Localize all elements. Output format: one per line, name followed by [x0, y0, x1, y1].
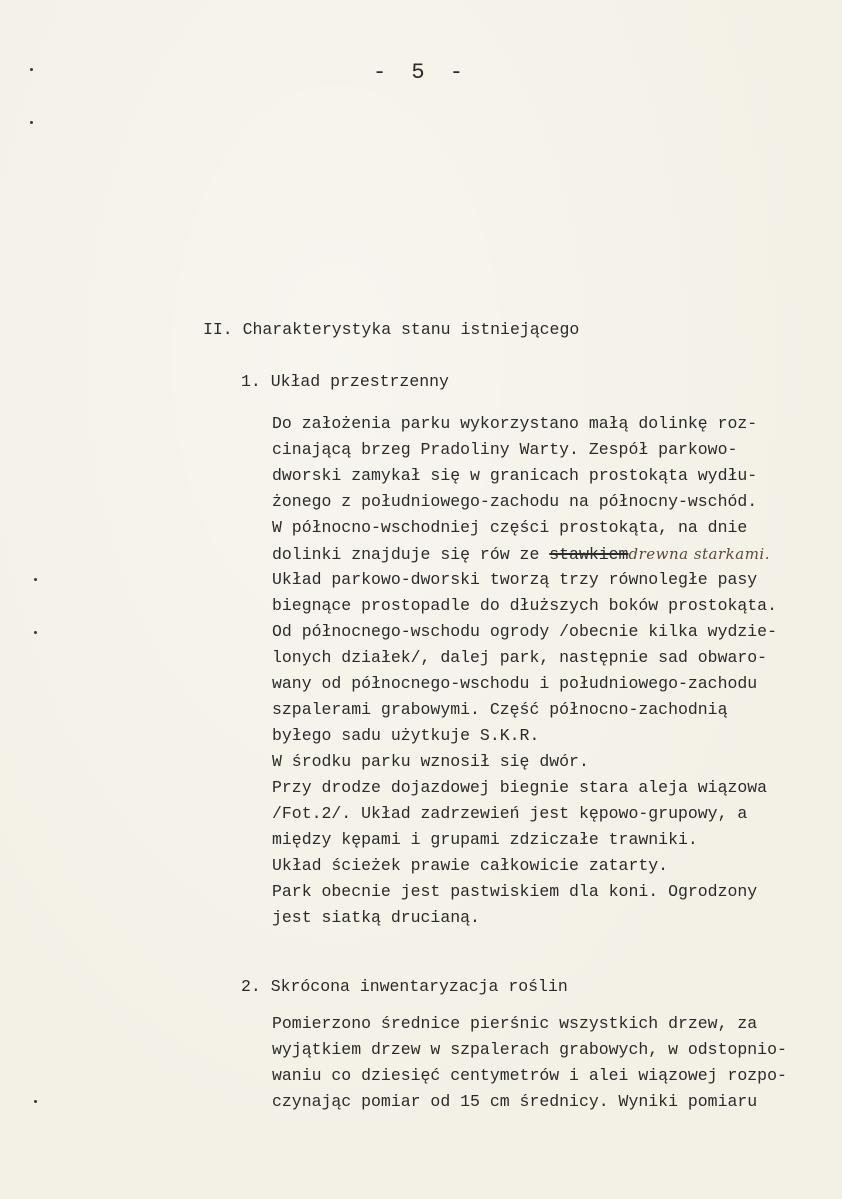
text-line: żonego z południowego-zachodu na północny-wschód.	[272, 492, 758, 511]
text-line: cinającą brzeg Pradoliny Warty. Zespół parkowo-	[272, 440, 738, 459]
text-line: Park obecnie jest pastwiskiem dla koni. Ogrodzony	[272, 882, 758, 901]
typed-text: dolinki znajduje się rów ze	[272, 545, 550, 564]
subsection-heading-inventory: 2. Skrócona inwentaryzacja roślin	[241, 977, 568, 996]
margin-speck	[34, 578, 37, 581]
text-line: Od północnego-wschodu ogrody /obecnie kilka wydzie-	[272, 622, 777, 641]
section-heading: II. Charakterystyka stanu istniejącego	[203, 320, 580, 339]
handwritten-correction: drewna starkami.	[628, 545, 770, 563]
text-line: Do założenia parku wykorzystano małą dolinkę roz-	[272, 414, 758, 433]
paragraph-inventory	[272, 1011, 787, 1115]
text-line: /Fot.2/. Układ zadrzewień jest kępowo-grupowy, a	[272, 804, 748, 823]
struck-text: stawkiem	[549, 545, 629, 564]
text-line: Pomierzono średnice pierśnic wszystkich drzew, za	[272, 1014, 758, 1033]
margin-speck	[34, 631, 37, 634]
text-line: między kępami i grupami zdziczałe trawniki.	[272, 830, 698, 849]
margin-speck	[30, 121, 33, 124]
text-line: dworski zamykał się w granicach prostokąta wydłu-	[272, 466, 758, 485]
text-line: W środku parku wznosił się dwór.	[272, 752, 589, 771]
text-line: biegnące prostopadle do dłuższych boków prostokąta.	[272, 596, 777, 615]
text-line: wany od północnego-wschodu i południowego-zachodu	[272, 674, 758, 693]
text-line: wyjątkiem drzew w szpalerach grabowych, w odstopnio-	[272, 1040, 787, 1059]
subsection-heading-layout: 1. Układ przestrzenny	[241, 372, 449, 391]
margin-speck	[34, 1100, 37, 1103]
text-line: lonych działek/, dalej park, następnie sad obwaro-	[272, 648, 768, 667]
paragraph-layout	[272, 411, 777, 931]
text-line: W północno-wschodniej części prostokąta, na dnie	[272, 518, 748, 537]
text-line: jest siatką drucianą.	[272, 908, 480, 927]
text-line: czynając pomiar od 15 cm średnicy. Wyniki pomiaru	[272, 1092, 758, 1111]
text-line: Przy drodze dojazdowej biegnie stara aleja wiązowa	[272, 778, 768, 797]
page-number: - 5 -	[372, 60, 469, 85]
text-line: Układ ścieżek prawie całkowicie zatarty.	[272, 856, 669, 875]
text-line: szpalerami grabowymi. Część północno-zachodnią	[272, 700, 728, 719]
text-line: waniu co dziesięć centymetrów i alei wiązowej rozpo-	[272, 1066, 787, 1085]
text-line-corrected	[272, 541, 777, 567]
text-line: Układ parkowo-dworski tworzą trzy równoległe pasy	[272, 570, 758, 589]
text-line: byłego sadu użytkuje S.K.R.	[272, 726, 540, 745]
